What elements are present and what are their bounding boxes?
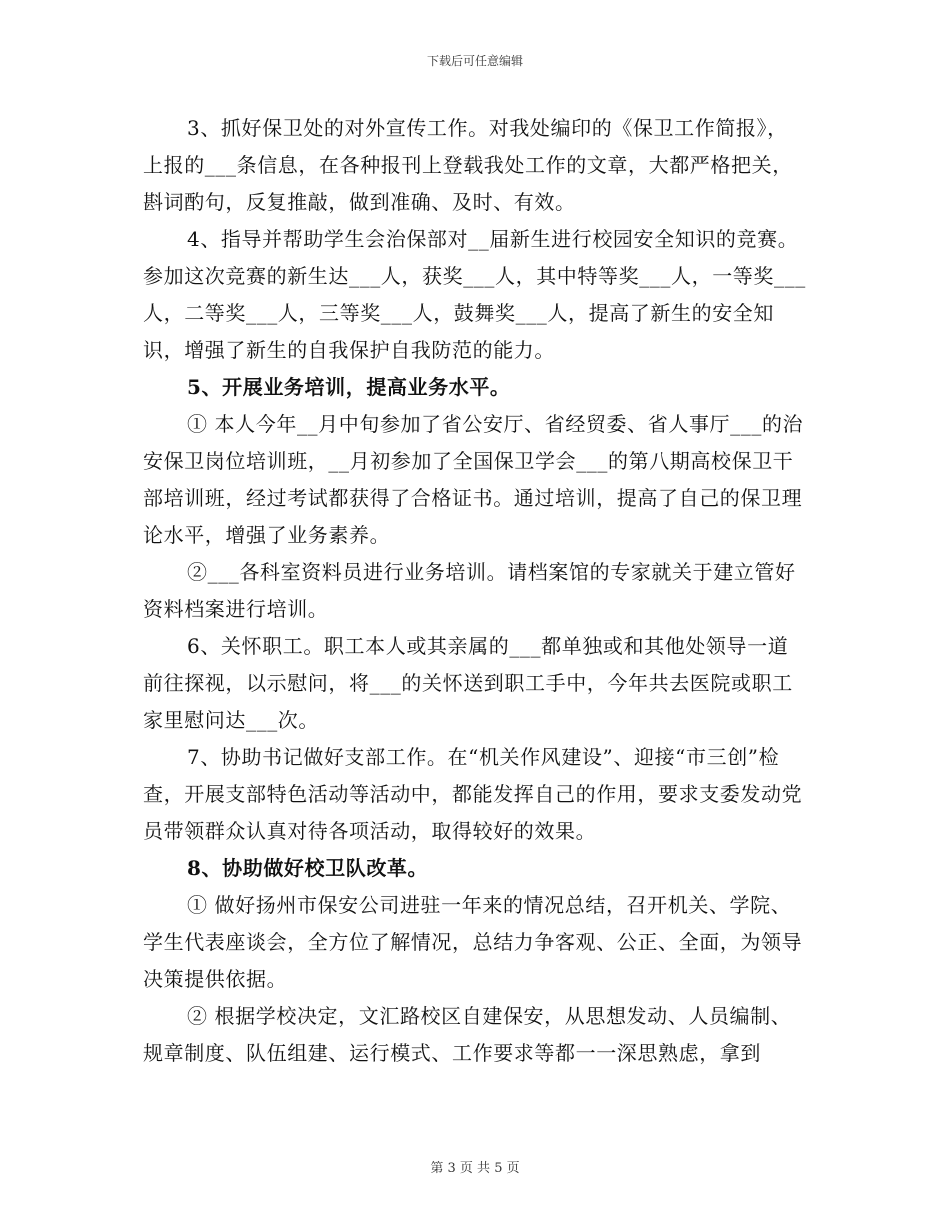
section-heading-5-training: 5、开展业务培训，提高业务水平。 <box>187 375 511 399</box>
paragraph-item-3-publicity: 3、抓好保卫处的对外宣传工作。对我处编印的《保卫工作简报》，上报的___条信息，在各种报刊上登载我处工作的文章，大都严格把关，斟词酌句，反复推敲，做到准确、及时、有效。 <box>143 116 793 214</box>
page-header-note: 下载后可任意编辑 <box>426 54 523 68</box>
paragraph-reform-2: ② 根据学校决定，文汇路校区自建保安，从思想发动、人员编制、规章制度、队伍组建、运行模式、工作要求等都一一深思熟虑，拿到 <box>143 1004 792 1065</box>
page-number-footer: 第 3 页 共 5 页 <box>430 1161 520 1176</box>
paragraph-item-6-staff-care: 6、关怀职工。职工本人或其亲属的___都单独或和其他处领导一道前往探视，以示慰问，将___的关怀送到职工手中，今年共去医院或职工家里慰问达___次。 <box>143 634 793 732</box>
paragraph-reform-1: ① 做好扬州市保安公司进驻一年来的情况总结，召开机关、学院、学生代表座谈会，全方位了解情况，总结力争客观、公正、全面，为领导决策提供依据。 <box>143 893 803 991</box>
section-heading-8-guard-reform: 8、协助做好校卫队改革。 <box>187 856 429 880</box>
paragraph-item-7-party-branch: 7、协助书记做好支部工作。在“机关作风建设”、迎接“市三创”检查，开展支部特色活动等活动中，都能发挥自己的作用，要求支委发动党员带领群众认真对待各项活动，取得较好的效果。 <box>143 745 803 843</box>
paragraph-training-1: ① 本人今年__月中旬参加了省公安厅、省经贸委、省人事厅___的治安保卫岗位培训班，__月初参加了全国保卫学会___的第八期高校保卫干部培训班，经过考试都获得了合格证书。通过培训，提高了自己的保卫理论水平，增强了业务素养。 <box>143 412 804 547</box>
paragraph-training-2: ②___各科室资料员进行业务培训。请档案馆的专家就关于建立管好资料档案进行培训。 <box>143 560 796 621</box>
paragraph-item-4-safety-contest: 4、指导并帮助学生会治保部对__届新生进行校园安全知识的竞赛。参加这次竞赛的新生达___人，获奖___人，其中特等奖___人，一等奖___人，二等奖___人，三等奖___人，鼓舞奖___人，提高了新生的安全知识，增强了新生的自我保护自我防范的能力。 <box>143 227 806 362</box>
document-body <box>143 110 807 1072</box>
